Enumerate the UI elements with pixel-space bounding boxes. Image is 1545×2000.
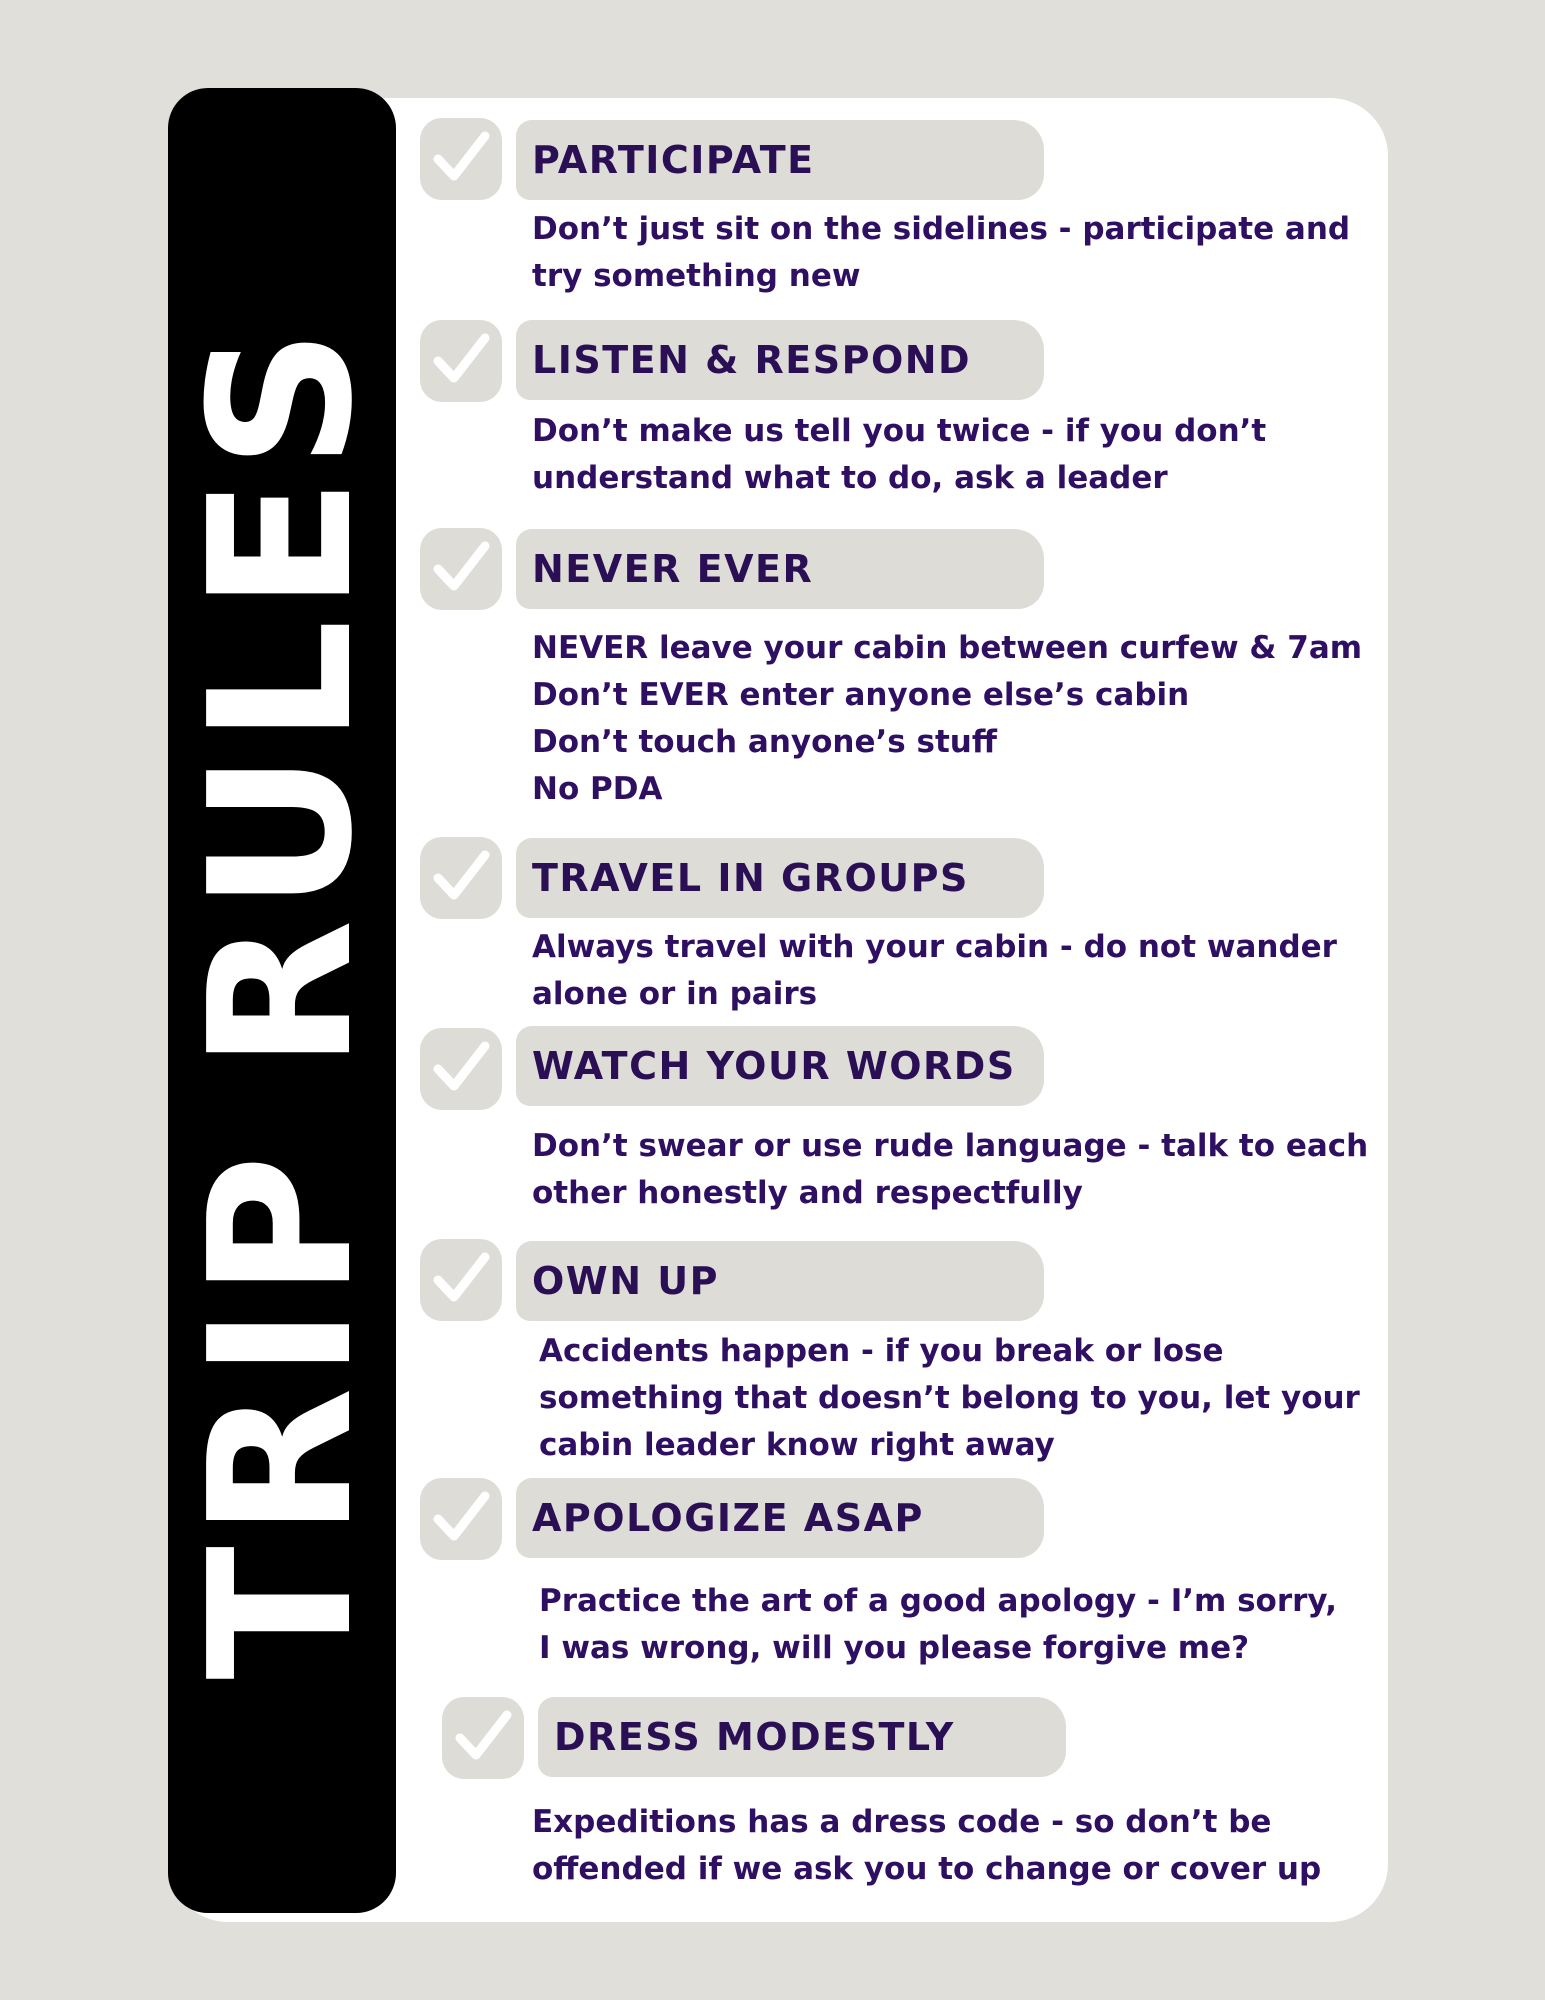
rule-description-line: Accidents happen - if you break or lose <box>539 1333 1224 1369</box>
rule-description <box>532 924 1337 1018</box>
rule-description-line: Don’t make us tell you twice - if you don’t <box>532 413 1267 449</box>
rule-description <box>532 206 1350 300</box>
rule-heading-pill <box>516 838 1044 918</box>
rule-heading-pill <box>516 1478 1044 1558</box>
check-icon <box>420 118 502 200</box>
rule-description-line: offended if we ask you to change or cover up <box>532 1851 1322 1887</box>
check-icon <box>420 528 502 610</box>
rule-heading-pill <box>516 529 1044 609</box>
rule-description-line: Expeditions has a dress code - so don’t be <box>532 1804 1272 1840</box>
check-icon <box>420 320 502 402</box>
rule-description-line: other honestly and respectfully <box>532 1175 1083 1211</box>
page-title: TRIP RULES <box>168 320 396 1680</box>
check-icon <box>420 1239 502 1321</box>
rule-description-line: I was wrong, will you please forgive me? <box>539 1630 1250 1666</box>
check-icon <box>420 1478 502 1560</box>
rule-description <box>532 408 1266 502</box>
rule-description <box>532 1799 1321 1893</box>
rule-heading-pill <box>516 120 1044 200</box>
rule-description-line: cabin leader know right away <box>539 1427 1055 1463</box>
rule-heading-pill <box>516 320 1044 400</box>
rule-description-line: alone or in pairs <box>532 976 818 1012</box>
rule-heading-pill <box>538 1697 1066 1777</box>
rule-description-line: Don’t EVER enter anyone else’s cabin <box>532 677 1190 713</box>
rule-description <box>539 1328 1360 1469</box>
rule-heading: TRAVEL IN GROUPS <box>532 856 969 900</box>
rule-description-line: No PDA <box>532 771 663 807</box>
rule-heading-pill <box>516 1026 1044 1106</box>
check-icon <box>420 837 502 919</box>
rule-heading-pill <box>516 1241 1044 1321</box>
rule-heading: NEVER EVER <box>532 547 814 591</box>
rule-description <box>532 1123 1368 1217</box>
rule-description-line: try something new <box>532 258 861 294</box>
rule-heading: APOLOGIZE ASAP <box>532 1496 924 1540</box>
rule-heading: DRESS MODESTLY <box>554 1715 955 1759</box>
rule-description-line: Don’t just sit on the sidelines - participate and <box>532 211 1351 247</box>
rule-heading: PARTICIPATE <box>532 138 815 182</box>
check-icon <box>442 1697 524 1779</box>
check-icon <box>420 1028 502 1110</box>
rule-description-line: NEVER leave your cabin between curfew & 7am <box>532 630 1363 666</box>
rule-description <box>539 1578 1337 1672</box>
rule-description-line: Practice the art of a good apology - I’m sorry, <box>539 1583 1338 1619</box>
rule-heading: OWN UP <box>532 1259 719 1303</box>
rule-description-line: Don’t touch anyone’s stuff <box>532 724 997 760</box>
rule-description <box>532 625 1362 813</box>
rule-description-line: understand what to do, ask a leader <box>532 460 1168 496</box>
rule-heading: WATCH YOUR WORDS <box>532 1044 1016 1088</box>
rule-description-line: Don’t swear or use rude language - talk to each <box>532 1128 1369 1164</box>
rule-description-line: something that doesn’t belong to you, let your <box>539 1380 1360 1416</box>
rule-description-line: Always travel with your cabin - do not wander <box>532 929 1337 965</box>
rule-heading: LISTEN & RESPOND <box>532 338 972 382</box>
